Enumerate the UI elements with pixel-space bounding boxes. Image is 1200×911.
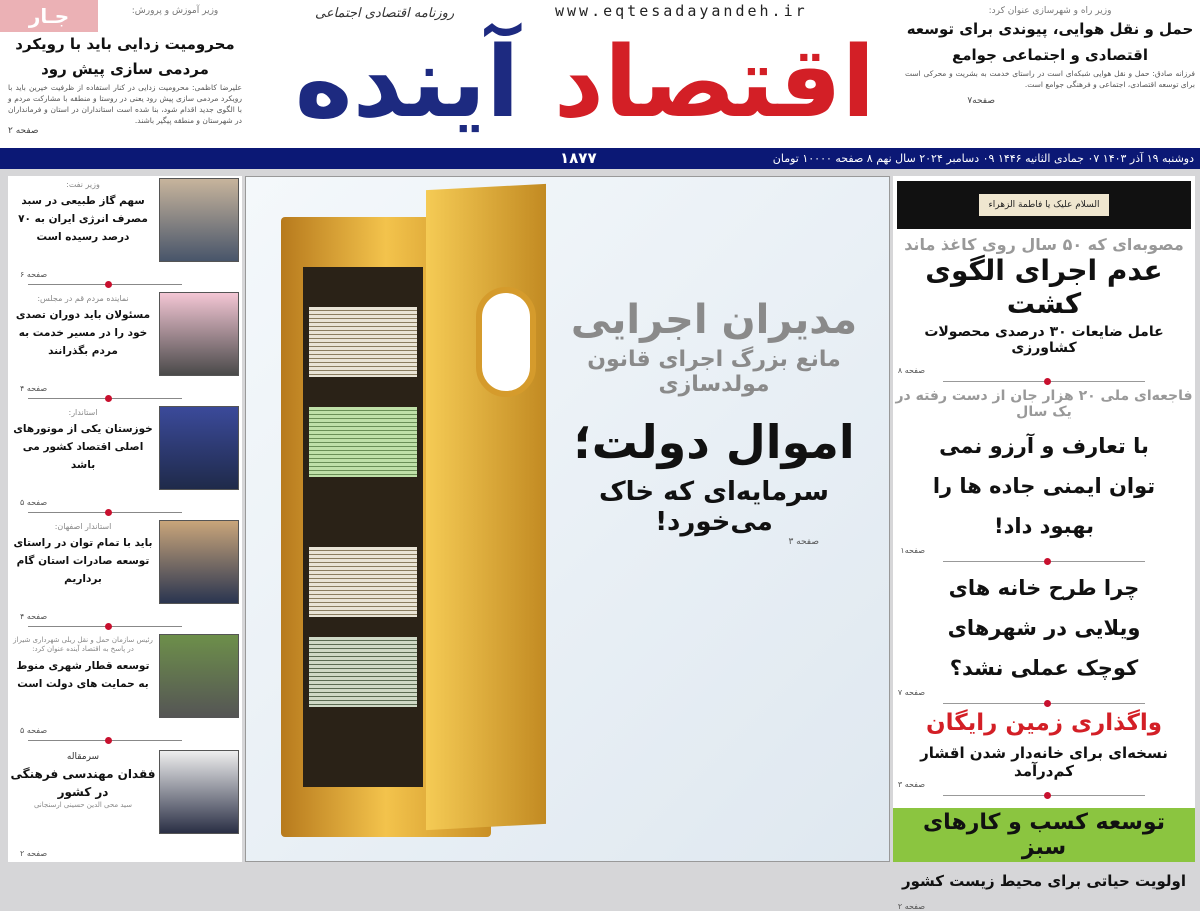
tagline: روزنامه اقتصادی اجتماعی <box>315 6 455 21</box>
page: صفحه ۴ <box>20 612 48 621</box>
list-item[interactable] <box>8 290 242 404</box>
divider <box>28 626 182 627</box>
left-column <box>8 176 242 862</box>
website-url[interactable]: www.eqtesadayandeh.ir <box>555 2 808 20</box>
logo-b: آینده <box>294 26 520 140</box>
sub: نسخه‌ای برای خانه‌دار شدن اقشار کم‌درآمد <box>920 744 1168 780</box>
photo <box>159 292 239 376</box>
divider <box>943 561 1145 562</box>
watermark-logo: جـار <box>0 0 98 32</box>
divider <box>28 398 182 399</box>
page: صفحه ۲ <box>897 902 925 911</box>
kicker: مصوبه‌ای که ۵۰ سال روی کاغذ ماند <box>904 235 1184 254</box>
page-ref: صفحه ۲ <box>8 126 39 136</box>
masthead <box>0 0 1200 148</box>
kicker-sub: مانع بزرگ اجرای قانون مولدسازی <box>587 347 841 397</box>
sub: عامل ضایعات ۳۰ درصدی محصولات کشاورزی <box>924 324 1164 356</box>
divider <box>943 795 1145 796</box>
headline: فقدان مهندسی فرهنگی در کشور <box>10 767 156 799</box>
photo <box>159 406 239 490</box>
headline: سهم گاز طبیعی در سبد مصرف انرژی ایران به ۷۰ درصد رسیده است <box>18 195 148 243</box>
kicker: فاجعه‌ای ملی ۲۰ هزار جان از دست رفته در یک سال <box>895 388 1193 420</box>
page: صفحه۱ <box>900 546 925 555</box>
divider <box>28 740 182 741</box>
main-headline: اموال دولت؛ <box>573 415 855 469</box>
dateline-bar <box>0 148 1200 169</box>
kicker: سرمقاله <box>66 752 100 762</box>
kicker: وزیر نفت: <box>66 180 100 189</box>
photo <box>159 750 239 834</box>
story-free-land[interactable] <box>893 710 1195 789</box>
page: صفحه ۷ <box>897 688 925 697</box>
headline: چرا طرح خانه های ویلایی در شهرهای کوچک عملی نشد؟ <box>947 576 1141 680</box>
page: صفحه ۴ <box>20 384 48 393</box>
story-body: فرزانه صادق: حمل و نقل هوایی شبکه‌ای است در راستای خدمت به بشریت و محرکی است برای توسعه اقتصادی، اجتماعی و فرهنگی جوامع است. <box>905 69 1195 89</box>
religious-banner <box>897 181 1191 229</box>
date-info: دوشنبه ۱۹ آذر ۱۴۰۳ ۰۷ جمادی الثانیه ۱۴۴۶ ۰۹ دسامبر ۲۰۲۴ سال نهم ۸ صفحه ۱۰۰۰۰ تومان <box>772 152 1194 165</box>
list-item[interactable] <box>8 176 242 290</box>
headline: باید با تمام توان در راستای توسعه صادرات استان گام برداریم <box>13 537 153 585</box>
headline: خوزستان یکی از موتورهای اصلی اقتصاد کشور می باشد <box>13 423 153 471</box>
kicker: نماینده مردم قم در مجلس: <box>37 294 129 303</box>
headline: محرومیت زدایی باید با رویکرد مردمی سازی پیش رود <box>15 35 235 78</box>
page-ref: صفحه ۳ <box>788 537 819 547</box>
page: صفحه ۵ <box>20 726 48 735</box>
kicker: استاندار اصفهان: <box>54 522 112 531</box>
right-column <box>893 176 1195 911</box>
photo <box>159 520 239 604</box>
divider <box>28 284 182 285</box>
divider <box>28 512 182 513</box>
list-item-editorial[interactable] <box>8 748 242 862</box>
page: صفحه ۲ <box>20 849 48 858</box>
headline: توسعه کسب و کارهای سبز <box>893 808 1195 862</box>
page: صفحه ۵ <box>20 498 48 507</box>
banner: السلام علیک یا فاطمة الزهراء <box>979 194 1110 216</box>
sub-headline: سرمایه‌ای که خاک می‌خورد! <box>599 477 829 537</box>
newspaper-logo <box>290 22 880 144</box>
headline: واگذاری زمین رایگان <box>925 710 1163 736</box>
list-item[interactable] <box>8 404 242 518</box>
kicker: وزیر راه و شهرسازی عنوان کرد: <box>988 6 1112 16</box>
headline: مسئولان باید دوران تصدی خود را در مسیر خدمت به مردم بگذرانند <box>15 309 151 357</box>
kicker: وزیر آموزش و پرورش: <box>131 6 219 16</box>
kicker: مدیران اجرایی <box>570 297 858 343</box>
headline: حمل و نقل هوایی، پیوندی برای توسعه اقتصادی و اجتماعی جوامع <box>906 20 1194 64</box>
page: صفحه ۶ <box>20 270 48 279</box>
page: صفحه ۳ <box>897 780 925 789</box>
divider <box>943 703 1145 704</box>
story-road-safety[interactable] <box>893 388 1195 555</box>
safe-door <box>426 184 546 830</box>
top-right-story[interactable] <box>905 6 1195 106</box>
story-crop-pattern[interactable] <box>893 235 1195 375</box>
story-green-business[interactable] <box>893 808 1195 911</box>
photo <box>159 178 239 262</box>
page: صفحه ۸ <box>897 366 925 375</box>
headline: عدم اجرای الگوی کشت <box>925 254 1163 320</box>
list-item[interactable] <box>8 632 242 746</box>
dial-icon <box>476 287 536 397</box>
headline: با تعارف و آرزو نمی توان ایمنی جاده ها را بهبود داد! <box>932 434 1156 538</box>
logo-a: اقتصاد <box>553 26 876 140</box>
divider <box>943 381 1145 382</box>
photo <box>159 634 239 718</box>
author: سید محی الدین حسینی ارسنجانی <box>33 801 133 809</box>
kicker: استاندار: <box>68 408 98 417</box>
issue-number: ۱۸۷۷ <box>560 149 597 167</box>
sub: اولویت حیاتی برای محیط زیست کشور <box>901 872 1187 890</box>
story-villa-houses[interactable] <box>893 568 1195 697</box>
list-item[interactable] <box>8 518 242 632</box>
headline: توسعه قطار شهری منوط به حمایت های دولت است <box>16 660 150 690</box>
page-ref: صفحه۷ <box>967 96 995 106</box>
main-story[interactable] <box>245 176 890 862</box>
story-body: علیرضا کاظمی: محرومیت زدایی در کنار استفاده از ظرفیت خیرین باید با رویکرد مردمی سازی پیش رود یعنی در روستا و منطقه با مشارکت مردم و با الگوی جدید اقدام شود، بنا شده است استانداران در استان و فرمانداران در شهرستان و منطقه پیگیر باشند. <box>8 83 242 125</box>
kicker: رئیس سازمان حمل و نقل ریلی شهرداری شیراز در پاسخ به اقتصاد آینده عنوان کرد: <box>13 636 153 653</box>
